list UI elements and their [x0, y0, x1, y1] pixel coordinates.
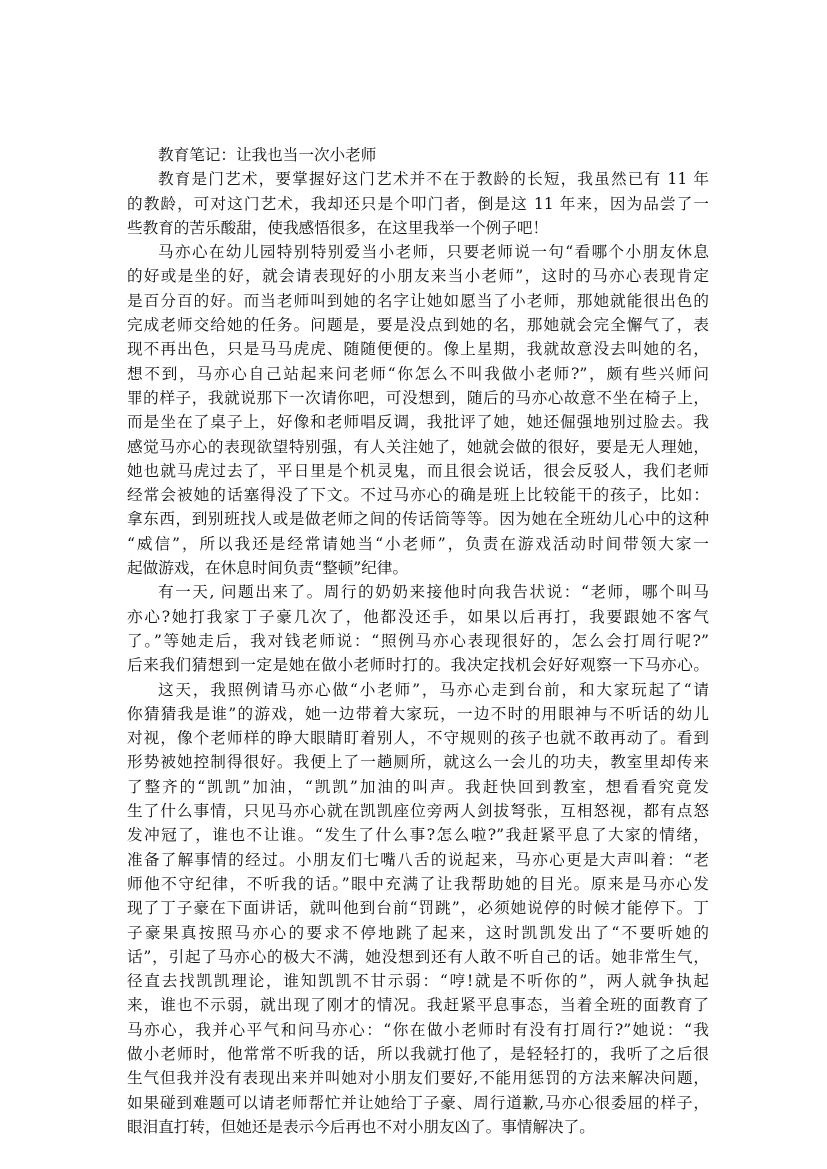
paragraph-line: 子豪果真按照马亦心的要求不停地跳了起来，这时凯凯发出了“不要听她的 [127, 923, 709, 942]
paragraph-line: 马亦心，我并心平气和问马亦心：“你在做小老师时有没有打周行?”她说：“我 [127, 1020, 709, 1039]
document-title: 教育笔记：让我也当一次小老师 [158, 146, 377, 164]
paragraph-line: 眼泪直打转，但她还是表示今后再也不对小朋友凶了。事情解决了。 [127, 1117, 595, 1136]
paragraph-line: 现了丁子豪在下面讲话，就叫他到台前“罚跳”，必须她说停的时候才能停下。丁 [127, 899, 709, 918]
paragraph-line: 对视，像个老师样的睁大眼睛盯着别人，不守规则的孩子也就不敢再动了。看到 [127, 729, 709, 748]
paragraph-line: 你猜猜我是谁”的游戏，她一边带着大家玩，一边不时的用眼神与不听话的幼儿 [127, 704, 709, 723]
paragraph-line: 的教龄，可对这门艺术，我却还只是个叩门者，倒是这 11 年来，因为品尝了一 [127, 194, 709, 213]
paragraph-line: 准备了解事情的经过。小朋友们七嘴八舌的说起来，马亦心更是大声叫着：“老 [127, 850, 709, 869]
paragraph-line: 话”，引起了马亦心的极大不满，她没想到还有人敢不听自己的话。她非常生气， [127, 947, 709, 966]
paragraph-line: 想不到，马亦心自己站起来问老师“你怎么不叫我做小老师?”，颇有些兴师问 [127, 364, 709, 383]
paragraph-line: 了。”等她走后，我对钱老师说：“照例马亦心表现很好的，怎么会打周行呢?” [127, 631, 709, 650]
paragraph-line: 这天，我照例请马亦心做“小老师”，马亦心走到台前，和大家玩起了“请 [158, 680, 709, 699]
paragraph-line: 起做游戏，在休息时间负责“整顿”纪律。 [127, 559, 409, 578]
paragraph-line: “威信”，所以我还是经常请她当“小老师”，负责在游戏活动时间带领大家一 [127, 534, 709, 553]
paragraph-line: 而是坐在了桌子上，好像和老师唱反调，我批评了她，她还倔强地别过脸去。我 [127, 413, 709, 432]
paragraph-line: 后来我们猜想到一定是她在做小老师时打的。我决定找机会好好观察一下马亦心。 [127, 656, 709, 675]
paragraph-line: 些教育的苦乐酸甜，使我感悟很多，在这里我举一个例子吧！ [127, 218, 549, 237]
paragraph-line: 发冲冠了，谁也不让谁。“发生了什么事?怎么啦?”我赶紧平息了大家的情绪， [127, 826, 709, 845]
paragraph-line: 亦心?她打我家丁子豪几次了，他都没还手，如果以后再打，我要跟她不客气 [127, 607, 709, 626]
paragraph-line: 师他不守纪律，不听我的话。”眼中充满了让我帮助她的目光。原来是马亦心发 [127, 874, 709, 893]
paragraph-line: 她也就马虎过去了，平日里是个机灵鬼，而且很会说话，很会反驳人，我们老师 [127, 461, 709, 480]
paragraph-line: 生了什么事情，只见马亦心就在凯凯座位旁两人剑拔弩张，互相怒视，都有点怒 [127, 802, 709, 821]
paragraph-line: 完成老师交给她的任务。问题是，要是没点到她的名，那她就会完全懈气了，表 [127, 316, 709, 335]
paragraph-line: 现不再出色，只是马马虎虎、随随便便的。像上星期，我就故意没去叫她的名， [127, 340, 709, 359]
paragraph-line: 感觉马亦心的表现欲望特别强，有人关注她了，她就会做的很好，要是无人理她， [127, 437, 709, 456]
paragraph-line: 有一天, 问题出来了。周行的奶奶来接他时向我告状说：“老师，哪个叫马 [158, 583, 709, 602]
paragraph-line: 罪的样子，我就说那下一次请你吧，可没想到，随后的马亦心故意不坐在椅子上， [127, 388, 709, 407]
paragraph-line: 拿东西，到别班找人或是做老师之间的传话筒等等。因为她在全班幼儿心中的这种 [127, 510, 709, 529]
paragraph-line: 径直去找凯凯理论，谁知凯凯不甘示弱：“哼!就是不听你的”，两人就争执起 [127, 972, 709, 991]
paragraph-line: 经常会被她的话塞得没了下文。不过马亦心的确是班上比较能干的孩子，比如： [127, 486, 709, 505]
paragraph-line: 了整齐的“凯凯”加油，“凯凯”加油的叫声。我赶快回到教室，想看看究竟发 [127, 777, 709, 796]
paragraph-line: 来，谁也不示弱，就出现了刚才的情况。我赶紧平息事态，当着全班的面教育了 [127, 996, 709, 1015]
paragraph-line: 马亦心在幼儿园特别特别爱当小老师，只要老师说一句“看哪个小朋友休息 [158, 243, 709, 262]
paragraph-line: 的好或是坐的好，就会请表现好的小朋友来当小老师”，这时的马亦心表现肯定 [127, 267, 709, 286]
paragraph-line: 如果碰到难题可以请老师帮忙并让她给丁子豪、周行道歉,马亦心很委屈的样子， [127, 1093, 709, 1112]
paragraph-line: 形势被她控制得很好。我便上了一趟厕所，就这么一会儿的功夫，教室里却传来 [127, 753, 709, 772]
paragraph-line: 是百分百的好。而当老师叫到她的名字让她如愿当了小老师，那她就能很出色的 [127, 291, 709, 310]
paragraph-line: 教育是门艺术，要掌握好这门艺术并不在于教龄的长短，我虽然已有 11 年 [158, 170, 709, 189]
document-page [127, 143, 709, 1139]
paragraph-line: 做小老师时，他常常不听我的话，所以我就打他了，是轻轻打的，我听了之后很 [127, 1044, 709, 1063]
paragraph-line: 生气但我并没有表现出来并叫她对小朋友们要好,不能用惩罚的方法来解决问题， [127, 1069, 709, 1088]
